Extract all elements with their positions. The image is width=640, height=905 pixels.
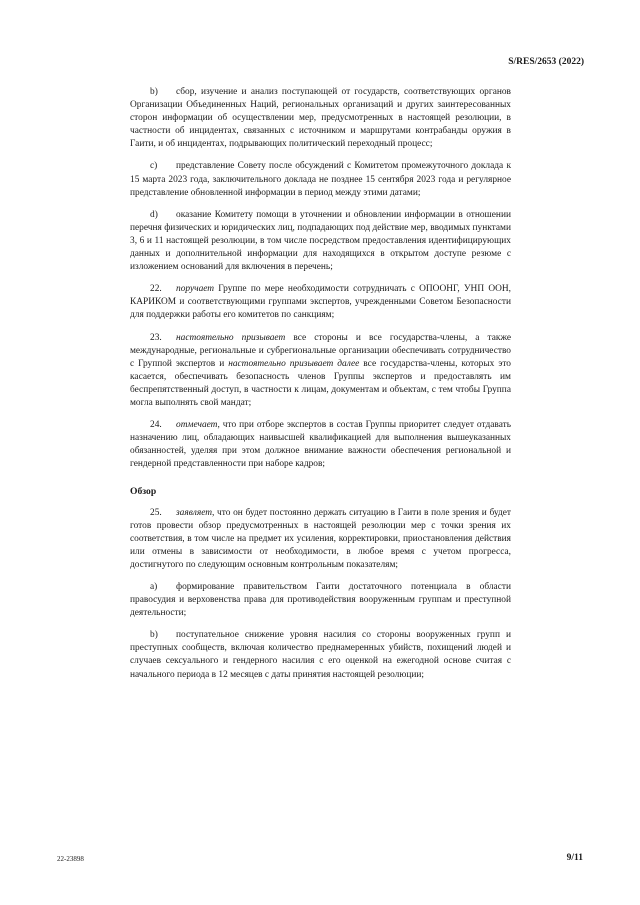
subparagraph-d [130, 209, 511, 274]
subparagraph-number: c) [150, 161, 158, 172]
subparagraph-text: сбор, изучение и анализ поступающей от государств, соответствующих органов Организации Объединенных Наций, региональных организаций и других заинтересованных сторон информации об осуществлении мер, предусмотренных в настоящей резолюции, в частности об инцидентах, связанных с источником и маршрутами контрабанды оружия в Гаити, и об инцидентах, подрывающих политический переходный процесс; [130, 87, 511, 150]
document-symbol: S/RES/2653 (2022) [508, 57, 584, 67]
paragraph-number: 25. [150, 507, 162, 518]
paragraph-text: все стороны и все государства-члены, а также международные, региональные и субрегиональные организации обеспечивать сотрудничество с Группой экспертов и [130, 332, 511, 369]
section-heading: Обзор [130, 486, 157, 498]
subparagraph-number: d) [150, 209, 158, 220]
subparagraph-a [130, 581, 511, 620]
paragraph-number: 22. [150, 284, 162, 295]
paragraph-text: , что он будет постоянно держать ситуацию в Гаити в поле зрения и будет готов провести обзор предусмотренных в настоящей резолюции мер с точки зрения их соответствия, в том числе на предмет их усиления, корректировки, приостановления действия или отмены в зависимости от необходимости, в любое время с учетом прогресса, достигнутого по следующим основным контрольным показателям; [130, 507, 511, 570]
operative-verb: настоятельно призывает [176, 332, 286, 343]
operative-verb: поручает [176, 284, 215, 295]
subparagraph-text: поступательное снижение уровня насилия со стороны вооруженных групп и преступных сообществ, включая количество преднамеренных убийств, похищений людей и случаев сексуального и гендерного насилия с его оценкой на ежегодной основе считая с начального периода в 12 месяцев с даты принятия настоящей резолюции; [130, 630, 511, 680]
subparagraph-number: b) [150, 87, 158, 97]
paragraph-23 [130, 332, 511, 411]
operative-verb: заявляет [176, 507, 213, 518]
page-number: 9/11 [566, 853, 583, 863]
subparagraph-number: b) [150, 630, 158, 641]
paragraph-22 [130, 283, 511, 322]
subparagraph-text: представление Совету после обсуждений с Комитетом промежуточного доклада к 15 марта 2023 года, заключительного доклада не позднее 15 сентября 2023 года и регулярное представление обновленной информации в период между этими датами; [130, 161, 511, 198]
subparagraph-text: формирование правительством Гаити достаточного потенциала в области правосудия и верховенства права для противодействия вооруженным группам и преступной деятельности; [130, 582, 511, 619]
subparagraph-text: оказание Комитету помощи в уточнении и обновлении информации в отношении перечня физических и юридических лиц, подпадающих под действие мер, вводимых пунктами 3, 6 и 11 настоящей резолюции, в том числе посредством предоставления идентифицирующих данных и дополнительной информации для находящихся в открытом доступе резюме с изложением оснований для включения в перечень; [130, 209, 511, 273]
subparagraph-number: a) [150, 582, 158, 592]
paragraph-text: , что при отборе экспертов в состав Группы приоритет следует отдавать назначению лиц, обладающих наивысшей квалификацией для выполнения вышеуказанных обязанностей, уделяя при этом должное внимание важности обеспечения региональной и гендерной представленности при наборе кадров; [130, 420, 511, 470]
paragraph-text-2: все государства-члены, которых это касается, обеспечивать безопасность членов Группы экспертов и предоставлять им беспрепятственный доступ, в частности к лицам, документам и объектам, с тем чтобы Группа могла выполнять свой мандат; [130, 358, 511, 408]
paragraph-number: 24. [150, 420, 162, 431]
operative-verb: отмечает [176, 420, 218, 431]
subparagraph-b-bottom [130, 629, 511, 681]
subparagraph-c [130, 160, 511, 199]
document-body [130, 86, 511, 691]
paragraph-number: 23. [150, 332, 162, 343]
paragraph-24 [130, 419, 511, 471]
paragraph-text: Группе по мере необходимости сотрудничать с ОПООНГ, УНП ООН, КАРИКОМ и соответствующими группами экспертов, учрежденными Советом Безопасности для поддержки работы его комитетов по санкциям; [130, 284, 511, 321]
document-number: 22-23898 [57, 855, 84, 863]
subparagraph-b-top [130, 86, 511, 151]
operative-verb-2: настоятельно призывает далее [228, 358, 360, 369]
paragraph-25 [130, 507, 511, 572]
